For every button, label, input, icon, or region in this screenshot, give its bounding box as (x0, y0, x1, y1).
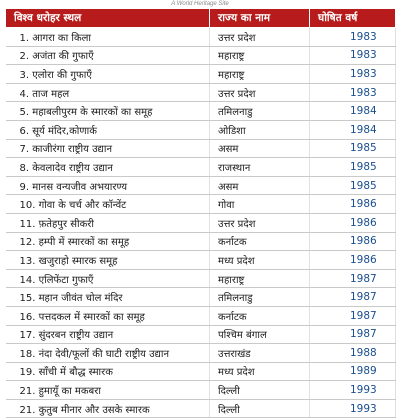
cell-site: 13. खजुराहो स्मारक समूह (6, 251, 210, 270)
cell-site: 11. फ़तेहपुर सीकरी (6, 213, 210, 232)
cell-year: 1983 (310, 28, 396, 47)
cell-site: 10. गोवा के चर्च और कॉन्वेंट (6, 195, 210, 214)
cell-year: 1983 (310, 83, 396, 102)
header-year: घोषित वर्ष (310, 9, 396, 28)
cell-year: 1986 (310, 251, 396, 270)
cell-year: 1985 (310, 139, 396, 158)
cell-site: 19. साँची में बौद्ध स्मारक (6, 362, 210, 381)
table-body (6, 28, 396, 418)
table-row (6, 269, 396, 288)
cell-state: पश्चिम बंगाल (210, 325, 310, 344)
table-header-row (6, 9, 396, 28)
cell-year: 1986 (310, 232, 396, 251)
table-row (6, 120, 396, 139)
cell-state: मध्य प्रदेश (210, 362, 310, 381)
cell-year: 1983 (310, 46, 396, 65)
cell-year: 1993 (310, 399, 396, 418)
cell-site: 9. मानस वन्यजीव अभयारण्य (6, 176, 210, 195)
cell-year: 1984 (310, 120, 396, 139)
table-row (6, 251, 396, 270)
cell-state: कर्नाटक (210, 232, 310, 251)
cell-site: 15. महान जीवंत चोल मंदिर (6, 288, 210, 307)
cell-site: 1. आगरा का किला (6, 28, 210, 47)
cell-site: 12. हम्पी में स्मारकों का समूह (6, 232, 210, 251)
table-row (6, 362, 396, 381)
table-row (6, 344, 396, 363)
cell-site: 17. सुंदरबन राष्ट्रीय उद्यान (6, 325, 210, 344)
cell-site: 16. पत्तदकल में स्मारकों का समूह (6, 306, 210, 325)
cell-site: 21. कुतुब मीनार और उसके स्मारक (6, 399, 210, 418)
cell-state: उत्तराखंड (210, 344, 310, 363)
table-row (6, 306, 396, 325)
cell-year: 1986 (310, 195, 396, 214)
cell-year: 1987 (310, 306, 396, 325)
cell-site: 2. अजंता की गुफाएँ (6, 46, 210, 65)
cell-site: 14. एलिफेंटा गुफाएँ (6, 269, 210, 288)
cell-year: 1985 (310, 176, 396, 195)
cell-state: असम (210, 139, 310, 158)
cell-state: कर्नाटक (210, 306, 310, 325)
cell-year: 1983 (310, 65, 396, 84)
cell-year: 1989 (310, 362, 396, 381)
cell-state: दिल्ली (210, 399, 310, 418)
cell-year: 1987 (310, 269, 396, 288)
cell-state: राजस्थान (210, 158, 310, 177)
cell-site: 7. काजीरंगा राष्ट्रीय उद्यान (6, 139, 210, 158)
cell-state: उत्तर प्रदेश (210, 28, 310, 47)
cell-year: 1993 (310, 381, 396, 400)
cell-site: 8. केवलादेव राष्ट्रीय उद्यान (6, 158, 210, 177)
cell-site: 18. नंदा देवी/फूलों की घाटी राष्ट्रीय उद्यान (6, 344, 210, 363)
table-row (6, 83, 396, 102)
cell-site: 21. हुमायूँ का मकबरा (6, 381, 210, 400)
cell-year: 1988 (310, 344, 396, 363)
cell-state: तमिलनाडु (210, 102, 310, 121)
cell-year: 1985 (310, 158, 396, 177)
cell-state: उत्तर प्रदेश (210, 83, 310, 102)
cell-state: गोवा (210, 195, 310, 214)
table-row (6, 102, 396, 121)
cell-state: महाराष्ट्र (210, 46, 310, 65)
table-row (6, 381, 396, 400)
table-row (6, 195, 396, 214)
table-row (6, 28, 396, 47)
table-row (6, 232, 396, 251)
cell-state: दिल्ली (210, 381, 310, 400)
cell-state: तमिलनाडु (210, 288, 310, 307)
cell-state: महाराष्ट्र (210, 65, 310, 84)
header-state: राज्य का नाम (210, 9, 310, 28)
cell-state: मध्य प्रदेश (210, 251, 310, 270)
cell-site: 5. महाबलीपुरम के स्मारकों का समूह (6, 102, 210, 121)
cell-year: 1986 (310, 213, 396, 232)
heritage-table (5, 8, 396, 418)
cell-state: महाराष्ट्र (210, 269, 310, 288)
cell-state: असम (210, 176, 310, 195)
table-row (6, 176, 396, 195)
cell-year: 1984 (310, 102, 396, 121)
table-row (6, 288, 396, 307)
cell-site: 3. एलोरा की गुफाएँ (6, 65, 210, 84)
caption: A World Heritage Site (171, 1, 229, 7)
table-row (6, 399, 396, 418)
table-row (6, 46, 396, 65)
cell-state: उत्तर प्रदेश (210, 213, 310, 232)
cell-year: 1987 (310, 325, 396, 344)
table-row (6, 65, 396, 84)
cell-state: ओडिशा (210, 120, 310, 139)
cell-site: 6. सूर्य मंदिर,कोणार्क (6, 120, 210, 139)
cell-site: 4. ताज महल (6, 83, 210, 102)
table-row (6, 139, 396, 158)
table-row (6, 158, 396, 177)
table-row (6, 213, 396, 232)
cell-year: 1987 (310, 288, 396, 307)
header-site: विश्व धरोहर स्थल (6, 9, 210, 28)
table-row (6, 325, 396, 344)
